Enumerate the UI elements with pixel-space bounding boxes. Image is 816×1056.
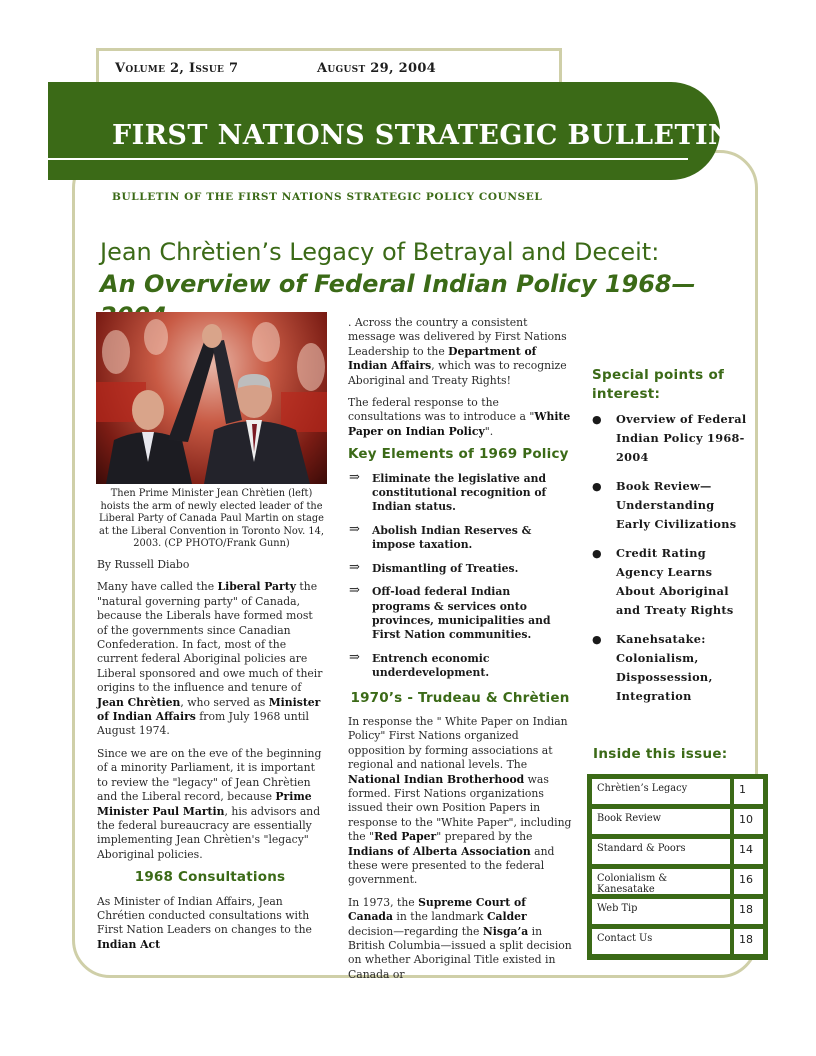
toc-row[interactable] bbox=[592, 779, 763, 804]
arrow-icon: ⇒ bbox=[349, 583, 360, 599]
toc-row[interactable] bbox=[592, 899, 763, 924]
list-item: ⇒ Dismantling of Treaties. bbox=[349, 559, 519, 575]
toc-row[interactable] bbox=[592, 809, 763, 834]
toc-row[interactable] bbox=[592, 869, 763, 894]
toc-title: Book Review bbox=[592, 809, 730, 834]
photo-illustration bbox=[96, 312, 327, 484]
byline: By Russell Diabo bbox=[97, 558, 190, 571]
headline-line-1: Jean Chrètien’s Legacy of Betrayal and Deceit: bbox=[100, 238, 660, 266]
paragraph: Since we are on the eve of the beginning of a minority Parliament, it is important to review the "legacy" of Jean Chrètien and the Liberal record, because Prime Minister Paul Martin, his advisors and the federal bureaucracy are essentially implementing Jean Chrètien's "legacy" Aboriginal policies. bbox=[97, 746, 322, 861]
toc-page: 18 bbox=[734, 899, 763, 924]
arrow-icon: ⇒ bbox=[349, 559, 360, 575]
inside-issue-heading: Inside this issue: bbox=[593, 746, 728, 762]
bullet-icon: ● bbox=[592, 413, 602, 426]
toc-title: Chrètien’s Legacy bbox=[592, 779, 730, 804]
paragraph: Many have called the Liberal Party the "natural governing party" of Canada, because the Liberals have formed most of the governments since Canadian Confederation. In fact, most of the current federal Aboriginal policies are Liberal sponsored and owe much of their origins to the influence and tenure of Jean Chrètien, who served as Minister of Indian Affairs from July 1968 until August 1974. bbox=[97, 580, 323, 738]
paragraph: As Minister of Indian Affairs, Jean Chrétien conducted consultations with First Nation Leaders on changes to the Indian Act bbox=[97, 894, 312, 951]
paragraph: The federal response to the consultations was to introduce a "White Paper on Indian Policy". bbox=[348, 396, 571, 438]
headline-line-2: An Overview of Federal Indian Policy 1968— bbox=[100, 270, 696, 298]
bullet-icon: ● bbox=[592, 633, 602, 646]
section-heading-key-elements: Key Elements of 1969 Policy bbox=[348, 446, 569, 463]
toc-page: 14 bbox=[734, 839, 763, 864]
toc-title: Contact Us bbox=[592, 929, 730, 954]
section-heading-1970s: 1970’s - Trudeau & Chrètien bbox=[350, 689, 570, 706]
banner-rule bbox=[48, 158, 688, 160]
list-item: ● Book Review—Understanding Early Civilizations bbox=[592, 479, 737, 531]
bullet-icon: ● bbox=[592, 547, 602, 560]
issue-date: August 29, 2004 bbox=[317, 61, 437, 76]
article-column-2 bbox=[348, 316, 572, 990]
article-column-1 bbox=[97, 558, 323, 960]
list-item: ● Kanehsatake: Colonialism, Dispossession, Integration bbox=[592, 632, 713, 703]
section-heading-1968: 1968 Consultations bbox=[134, 869, 286, 886]
paragraph: . Across the country a consistent message was delivered by First Nations Leadership to the Department of Indian Affairs, which was to recognize Aboriginal and Treaty Rights! bbox=[348, 316, 567, 387]
arrow-icon: ⇒ bbox=[349, 469, 360, 485]
special-points-list bbox=[592, 410, 752, 716]
toc-row[interactable] bbox=[592, 929, 763, 954]
convention-photo bbox=[96, 312, 327, 484]
toc-page: 1 bbox=[734, 779, 763, 804]
volume-issue: Volume 2, Issue 7 bbox=[115, 61, 239, 76]
arrow-icon: ⇒ bbox=[349, 521, 360, 537]
key-elements-list bbox=[348, 469, 572, 681]
list-item: ⇒ Entrench economic underdevelopment. bbox=[349, 649, 490, 680]
list-item: ● Overview of Federal Indian Policy 1968-2004 bbox=[592, 412, 747, 464]
list-item: ⇒ Off-load federal Indian programs & services onto provinces, municipalities and First Nation communities. bbox=[349, 583, 551, 642]
toc-title: Colonialism & Kanesatake bbox=[592, 869, 730, 894]
bulletin-subtitle: BULLETIN OF THE FIRST NATIONS STRATEGIC POLICY COUNSEL bbox=[112, 191, 543, 203]
table-of-contents bbox=[587, 774, 768, 960]
list-item: ⇒ Eliminate the legislative and constitutional recognition of Indian status. bbox=[349, 469, 547, 514]
toc-page: 16 bbox=[734, 869, 763, 894]
toc-title: Web Tip bbox=[592, 899, 730, 924]
bulletin-title: FIRST NATIONS STRATEGIC BULLETIN bbox=[112, 120, 734, 151]
list-item: ● Credit Rating Agency Learns About Aboriginal and Treaty Rights bbox=[592, 546, 734, 617]
paragraph: In response the " White Paper on Indian Policy" First Nations organized opposition by forming associations at regional and national levels. The National Indian Brotherhood was formed. First Nations organizations issued their own Position Papers in response to the "White Paper", including the "Red Paper" prepared by the Indians of Alberta Association and these were presented to the federal government. bbox=[348, 714, 572, 887]
special-points-heading: Special points of interest: bbox=[592, 367, 725, 402]
toc-page: 18 bbox=[734, 929, 763, 954]
bullet-icon: ● bbox=[592, 480, 602, 493]
photo-caption: Then Prime Minister Jean Chrètien (left) hoists the arm of newly elected leader of the Liberal Party of Canada Paul Martin on stage at the Liberal Convention in Toronto Nov. 14, 2003. (CP PHOTO/Frank Gunn) bbox=[99, 488, 324, 549]
paragraph: In 1973, the Supreme Court of Canada in the landmark Calder decision—regarding the Nisga’a in British Columbia—issued a split decision on whether Aboriginal Title existed in Canada or bbox=[348, 895, 572, 981]
toc-title: Standard & Poors bbox=[592, 839, 730, 864]
toc-row[interactable] bbox=[592, 839, 763, 864]
list-item: ⇒ Abolish Indian Reserves & impose taxation. bbox=[349, 521, 532, 552]
toc-page: 10 bbox=[734, 809, 763, 834]
masthead-banner bbox=[48, 82, 734, 180]
arrow-icon: ⇒ bbox=[349, 649, 360, 665]
